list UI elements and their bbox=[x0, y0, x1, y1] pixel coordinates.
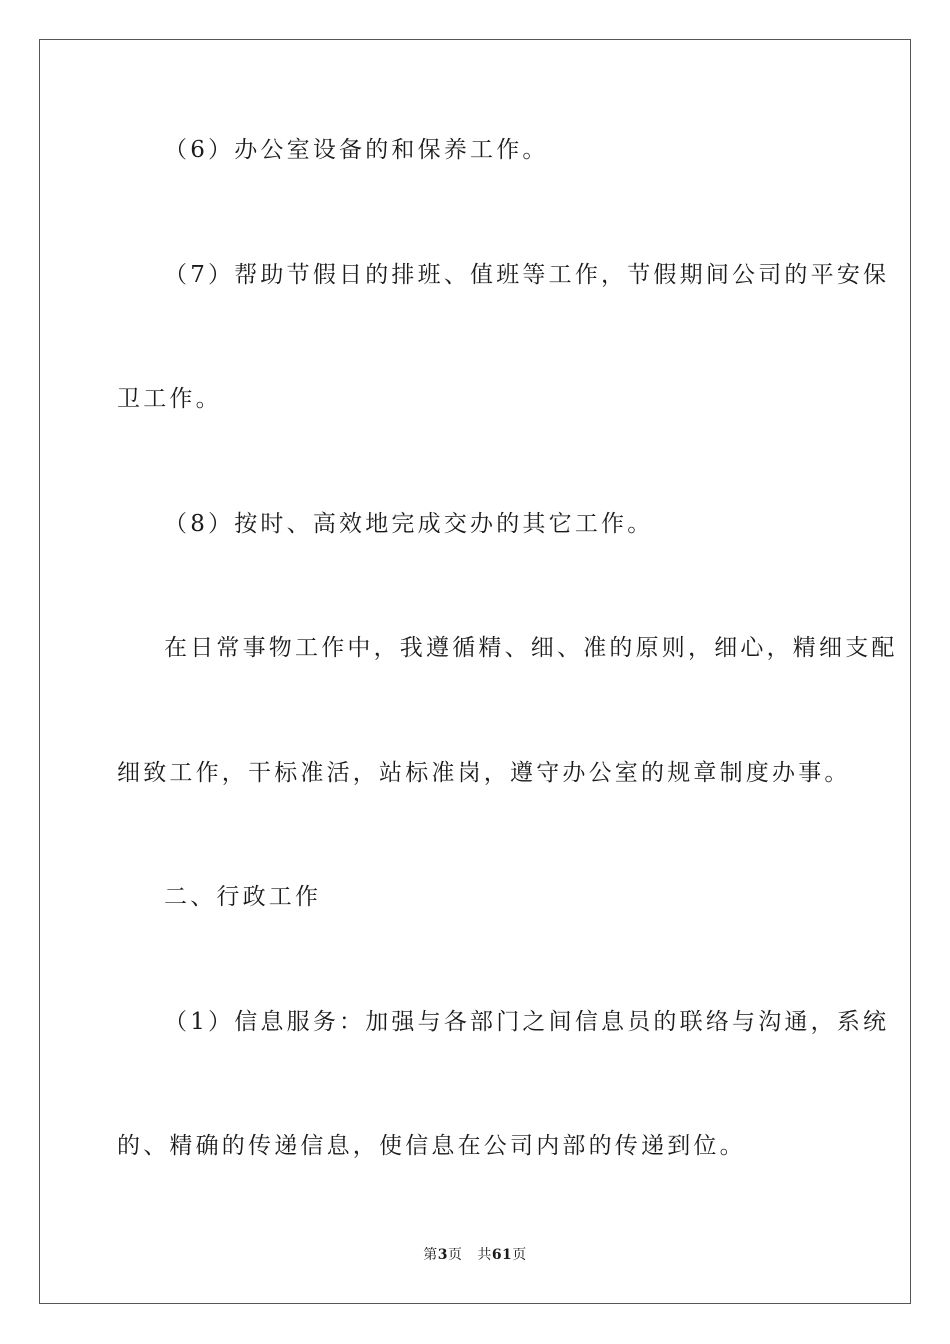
paragraph-line-5: 在日常事物工作中，我遵循精、细、准的原则，细心，精细支配 bbox=[164, 635, 898, 661]
section-heading: 二、行政工作 bbox=[164, 884, 322, 910]
footer-total-pages: 61 bbox=[491, 1247, 513, 1263]
page-border bbox=[39, 39, 911, 1304]
footer-page-prefix: 第 bbox=[423, 1247, 438, 1263]
footer-page-number: 3 bbox=[437, 1247, 448, 1263]
paragraph-line-2: （7）帮助节假日的排班、值班等工作，节假期间公司的平安保 bbox=[164, 262, 890, 288]
page-footer bbox=[0, 1245, 950, 1265]
footer-page-suffix: 页 bbox=[447, 1247, 463, 1263]
paragraph-line-4: （8）按时、高效地完成交办的其它工作。 bbox=[164, 511, 654, 537]
paragraph-line-8: （1）信息服务：加强与各部门之间信息员的联络与沟通，系统 bbox=[164, 1009, 890, 1035]
paragraph-line-1: （6）办公室设备的和保养工作。 bbox=[164, 137, 549, 163]
footer-total-prefix: 共 bbox=[477, 1247, 492, 1263]
paragraph-line-3: 卫工作。 bbox=[117, 386, 222, 412]
paragraph-line-9: 的、精确的传递信息，使信息在公司内部的传递到位。 bbox=[117, 1133, 746, 1159]
paragraph-line-6: 细致工作，干标准活，站标准岗，遵守办公室的规章制度办事。 bbox=[117, 760, 851, 786]
footer-total-suffix: 页 bbox=[512, 1247, 527, 1263]
